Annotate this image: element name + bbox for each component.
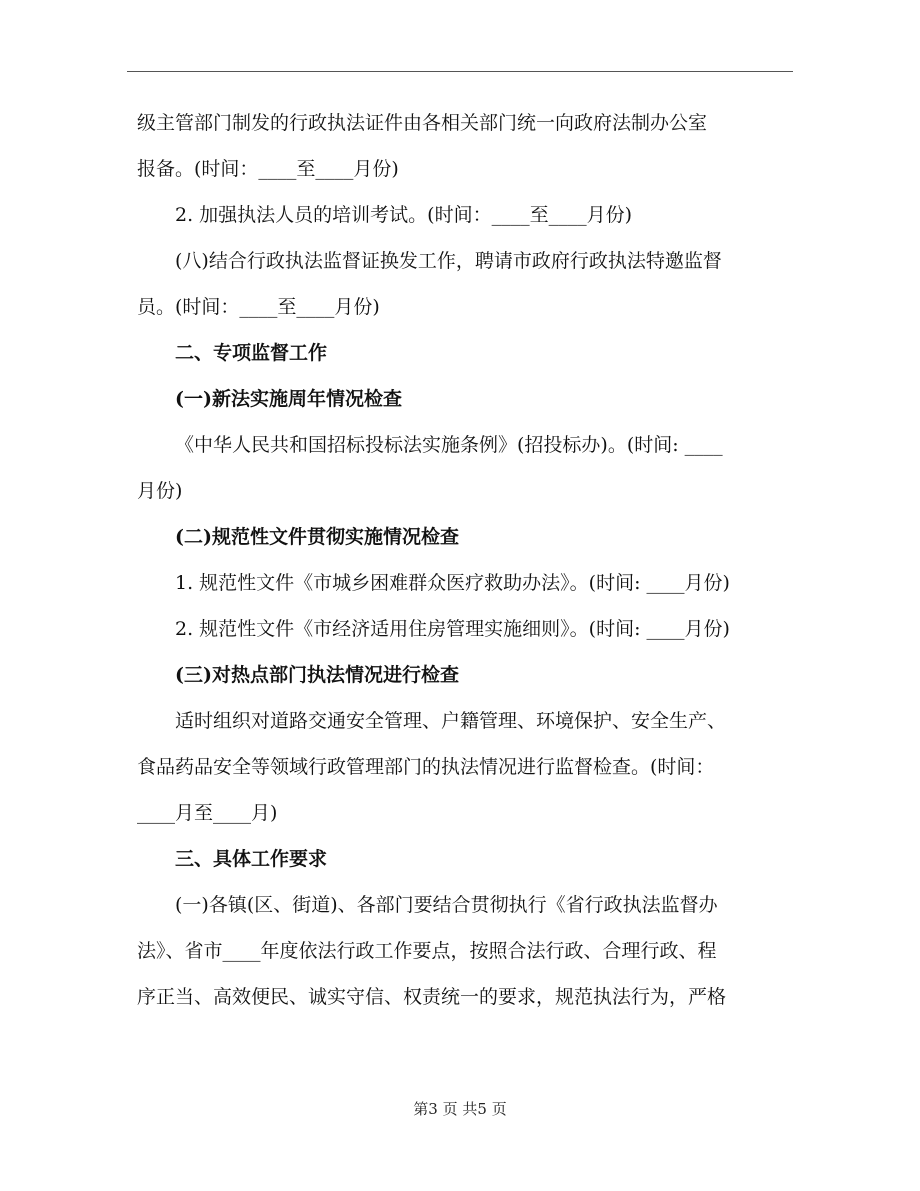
text-line: 法》、省市____年度依法行政工作要点，按照合法行政、合理行政、程 xyxy=(137,940,717,962)
section-heading: (二)规范性文件贯彻实施情况检查 xyxy=(175,526,459,548)
text-line: 员。(时间：____至____月份) xyxy=(137,296,380,318)
text-line: 1. 规范性文件《市城乡困难群众医疗救助办法》。(时间: ____月份) xyxy=(175,572,730,594)
text-line: 适时组织对道路交通安全管理、户籍管理、环境保护、安全生产、 xyxy=(175,710,727,732)
section-heading: 三、具体工作要求 xyxy=(175,848,328,870)
section-heading: 二、专项监督工作 xyxy=(175,342,328,364)
page-footer: 第3 页 共5 页 xyxy=(413,1100,507,1118)
section-heading: (三)对热点部门执法情况进行检查 xyxy=(175,664,459,686)
section-heading: (一)新法实施周年情况检查 xyxy=(175,388,402,410)
text-line: 报备。(时间：____至____月份) xyxy=(137,158,399,180)
document-body xyxy=(137,100,787,1020)
header-rule xyxy=(127,71,793,72)
text-line: 月份) xyxy=(137,480,183,502)
text-line: ____月至____月) xyxy=(137,802,278,824)
text-line: 食品药品安全等领域行政管理部门的执法情况进行监督检查。(时间： xyxy=(137,756,715,778)
text-line: 序正当、高效便民、诚实守信、权责统一的要求，规范执法行为，严格 xyxy=(137,986,727,1008)
text-line: (八)结合行政执法监督证换发工作，聘请市政府行政执法特邀监督 xyxy=(175,250,722,272)
text-line: 《中华人民共和国招标投标法实施条例》(招投标办)。(时间: ____ xyxy=(175,434,723,456)
text-line: 2. 规范性文件《市经济适用住房管理实施细则》。(时间: ____月份) xyxy=(175,618,730,640)
text-line: (一)各镇(区、街道)、各部门要结合贯彻执行《省行政执法监督办 xyxy=(175,894,718,916)
text-line: 级主管部门制发的行政执法证件由各相关部门统一向政府法制办公室 xyxy=(137,112,708,134)
text-line: 2. 加强执法人员的培训考试。(时间：____至____月份) xyxy=(175,204,632,226)
